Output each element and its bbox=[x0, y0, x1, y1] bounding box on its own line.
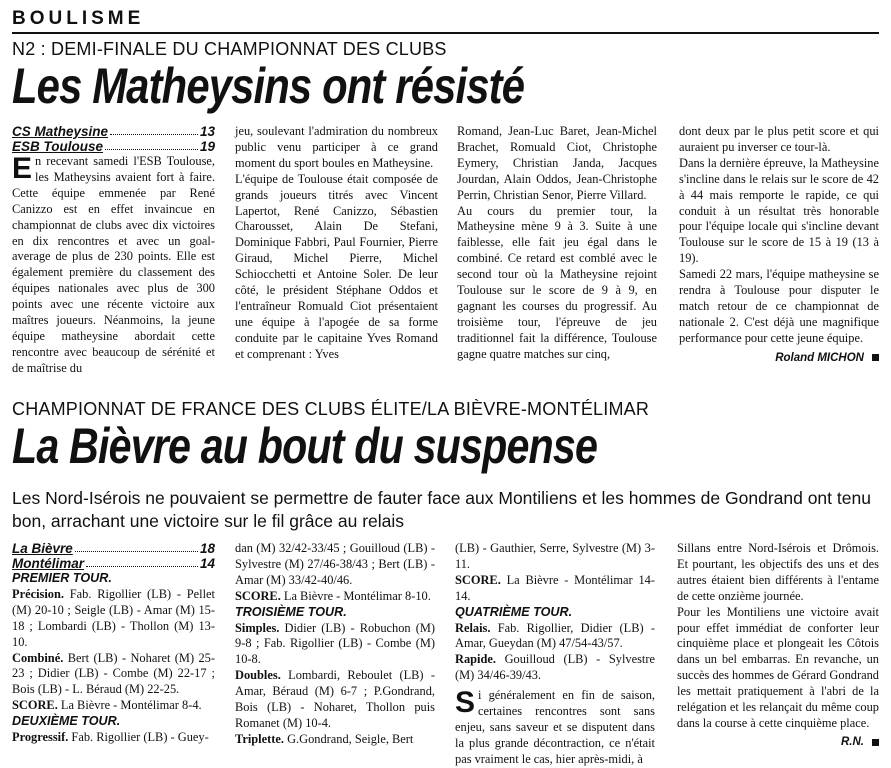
event-label: Combiné. bbox=[12, 650, 64, 665]
score-line bbox=[12, 556, 215, 571]
article1-column-1 bbox=[12, 124, 215, 377]
score-line bbox=[12, 124, 215, 139]
result-text: Gouilloud (LB) - Sylvestre (M) 34/46-39/43. bbox=[455, 652, 655, 683]
team-score: 13 bbox=[199, 124, 215, 139]
event-label: Relais. bbox=[455, 620, 491, 635]
end-mark-icon bbox=[872, 354, 879, 361]
body-text: L'équipe de Toulouse était composée de grands joueurs titrés avec Vincent Lapertot, René Canizzo, Sébastien Charousset, Alain De Stefani, Dominique Fabbri, Paul Fournier, Pierre Giraud, Michel Pierre, Michel Schiocchetti et Antoine Soler. De leur côté, le président Stéphane Oddos et l'entraîneur Romuald Ciot présentaient une équipe à l'apogée de sa forme conduite par le capitaine Yves Romand et comprenant : Yves bbox=[235, 171, 438, 361]
byline bbox=[677, 734, 879, 751]
event-label: Progressif. bbox=[12, 730, 69, 745]
event-label: Rapide. bbox=[455, 652, 496, 667]
result-text: Lombardi, Reboulet (LB) - Amar, Béraud (M) 6-7 ; P.Gondrand, Bois (LB) - Noharet, Thollon puis Romanet (M) 10-4. bbox=[235, 668, 435, 730]
result-text: Bert (LB) - Noharet (M) 25-23 ; Didier (LB) - Combe (M) 22-17 ; Bois (LB) - L. Béraud (M) 22-25. bbox=[12, 650, 215, 697]
body-text: n recevant samedi l'ESB Toulouse, les Matheysins avaient fort à faire. Cette équipe emmenée par René Canizzo est en effet invaincue en championnat de clubs avec dix victoires en dix rencontres et avec un goal-average de plus de 230 points. Elle est également première du classement des équipes nationales avec plus de 300 points avec une récente victoire aux maîtres joueurs. Néanmoins, la jeune équipe matheysine abordait cette rencontre avec beaucoup de sérénité et de maîtrise du bbox=[12, 154, 215, 375]
body-text: Au cours du premier tour, la Matheysine mène 9 à 3. Suite à une faiblesse, elle fait jeu égal dans le combiné. Ce retard est comblé avec le second tour où la Matheysine rejoint Toulouse sur le score de 9 à 9, en gagnant les courses du progressif. Au troisième tour, l'épreuve de jeu traditionnel fait la différence, Toulouse gagne quatre matches sur cinq, bbox=[457, 203, 657, 361]
score-line bbox=[12, 139, 215, 154]
body-text: Dans la dernière épreuve, la Matheysine s'incline dans le relais sur le score de 42 à 44 mais remporte le rapide, ce qui conduit à un résultat très honorable pour l'équipe locale qui s'incline devant Toulouse sur le score de 15 à 19 (13 à 19). bbox=[679, 155, 879, 266]
drop-cap: E bbox=[12, 152, 33, 185]
top-rule bbox=[12, 32, 879, 34]
article2-subhead: Les Nord-Isérois ne pouvaient se permettre de fauter face aux Montiliens et les hommes de Gondrand ont tenu bon, arrachant une victoire sur le fil grâce au relais bbox=[12, 488, 871, 531]
team-name: CS Matheysine bbox=[12, 124, 109, 139]
article2-column-1 bbox=[12, 541, 215, 746]
author-signature: Roland MICHON bbox=[775, 351, 864, 364]
result-text: (LB) - Gauthier, Serre, Sylvestre (M) 3-11. bbox=[455, 541, 655, 571]
round-heading: PREMIER TOUR. bbox=[12, 571, 112, 585]
event-label: SCORE. bbox=[12, 698, 58, 713]
body-text: jeu, soulevant l'admiration du nombreux public venu participer à ce grand moment du sport boules en Matheysine. bbox=[235, 124, 438, 170]
author-signature: R.N. bbox=[841, 735, 864, 748]
article1-column-2 bbox=[235, 124, 438, 363]
byline bbox=[679, 350, 879, 367]
article1-kicker: N2 : DEMI-FINALE DU CHAMPIONNAT DES CLUBS bbox=[12, 39, 447, 59]
event-label: Simples. bbox=[235, 620, 280, 635]
result-text: Fab. Rigollier (LB) - Guey- bbox=[68, 730, 209, 745]
result-text: Didier (LB) - Robuchon (M) 9-8 ; Fab. Rigollier (LB) - Combe (M) 10-8. bbox=[235, 620, 435, 667]
round-heading: QUATRIÈME TOUR. bbox=[455, 604, 573, 619]
body-text: Samedi 22 mars, l'équipe matheysine se rendra à Toulouse pour disputer le match retour de ce championnat de nationale 2. C'est déjà une magnifique performance pour cette jeune équipe. bbox=[679, 267, 879, 345]
article1-column-4 bbox=[679, 124, 879, 367]
team-name: Montélimar bbox=[12, 556, 85, 571]
round-heading: DEUXIÈME TOUR. bbox=[12, 714, 121, 729]
event-label: SCORE. bbox=[235, 588, 281, 603]
body-text: i généralement en fin de saison, certaines rencontres sont sans enjeu, sans saveur et se disputent dans la plus grande décontraction, ce n'était pas vraiment le cas, hier après-midi, à bbox=[455, 688, 655, 766]
result-text: G.Gondrand, Seigle, Bert bbox=[283, 731, 414, 746]
team-score: 19 bbox=[199, 139, 215, 154]
article1-headline: Les Matheysins ont résisté bbox=[12, 58, 525, 114]
article2-headline: La Bièvre au bout du suspense bbox=[12, 418, 598, 474]
body-text: dont deux par le plus petit score et qui auraient pu inverser ce tour-là. bbox=[679, 124, 879, 154]
article2-column-3 bbox=[455, 541, 655, 768]
end-mark-icon bbox=[872, 739, 879, 746]
team-name: La Bièvre bbox=[12, 541, 73, 556]
team-name: ESB Toulouse bbox=[12, 139, 104, 154]
result-text: La Bièvre - Montélimar 14-14. bbox=[455, 572, 655, 603]
result-text: Fab. Rigollier (LB) - Pellet (M) 20-10 ; Seigle (LB) - Amar (M) 15-18 ; Lombardi (LB) - Thollon (M) 13-10. bbox=[12, 586, 215, 649]
event-label: Doubles. bbox=[235, 668, 281, 683]
round-heading: TROISIÈME TOUR. bbox=[235, 604, 347, 619]
body-text: Romand, Jean-Luc Baret, Jean-Michel Brachet, Romuald Ciot, Christophe Eymery, Christian Janda, Jacques Jourdan, Alain Oddos, Jean-Christophe Perrin, Christian Senor, Pierre Villard. bbox=[457, 124, 657, 202]
result-text: dan (M) 32/42-33/45 ; Gouilloud (LB) - Sylvestre (M) 27/46-38/43 ; Bert (LB) - Amar (M) 33/42-40/46. bbox=[235, 541, 435, 587]
section-rubric: BOULISME bbox=[12, 8, 145, 29]
event-label: Triplette. bbox=[235, 731, 284, 746]
article1-column-3 bbox=[457, 124, 657, 363]
article2-kicker: CHAMPIONNAT DE FRANCE DES CLUBS ÉLITE/LA BIÈVRE-MONTÉLIMAR bbox=[12, 399, 650, 419]
result-text: La Bièvre - Montélimar 8-4. bbox=[57, 698, 202, 713]
drop-cap: S bbox=[455, 686, 476, 720]
team-score: 14 bbox=[199, 556, 215, 571]
article2-column-4 bbox=[677, 541, 879, 751]
body-text: Pour les Montiliens une victoire avait pour effet immédiat de conforter leur cinquième place et plongeait les Côtois dans un bel embarras. En revanche, un succès des hommes de Gérard Gondrand les mettait pratiquement à l'abri de la relégation et les relançait du même coup dans la course à cette cinquième place. bbox=[677, 604, 879, 730]
body-text: Sillans entre Nord-Isérois et Drômois. Et pourtant, les objectifs des uns et des autres étaient bien différents à l'entame de cette onzième journée. bbox=[677, 541, 879, 603]
event-label: Précision. bbox=[12, 586, 64, 601]
team-score: 18 bbox=[199, 541, 215, 556]
score-line bbox=[12, 541, 215, 556]
result-text: La Bièvre - Montélimar 8-10. bbox=[280, 588, 431, 603]
result-text: Fab. Rigollier, Didier (LB) - Amar, Gueydan (M) 47/54-43/57. bbox=[455, 620, 655, 651]
event-label: SCORE. bbox=[455, 572, 501, 587]
article2-column-2 bbox=[235, 541, 435, 748]
